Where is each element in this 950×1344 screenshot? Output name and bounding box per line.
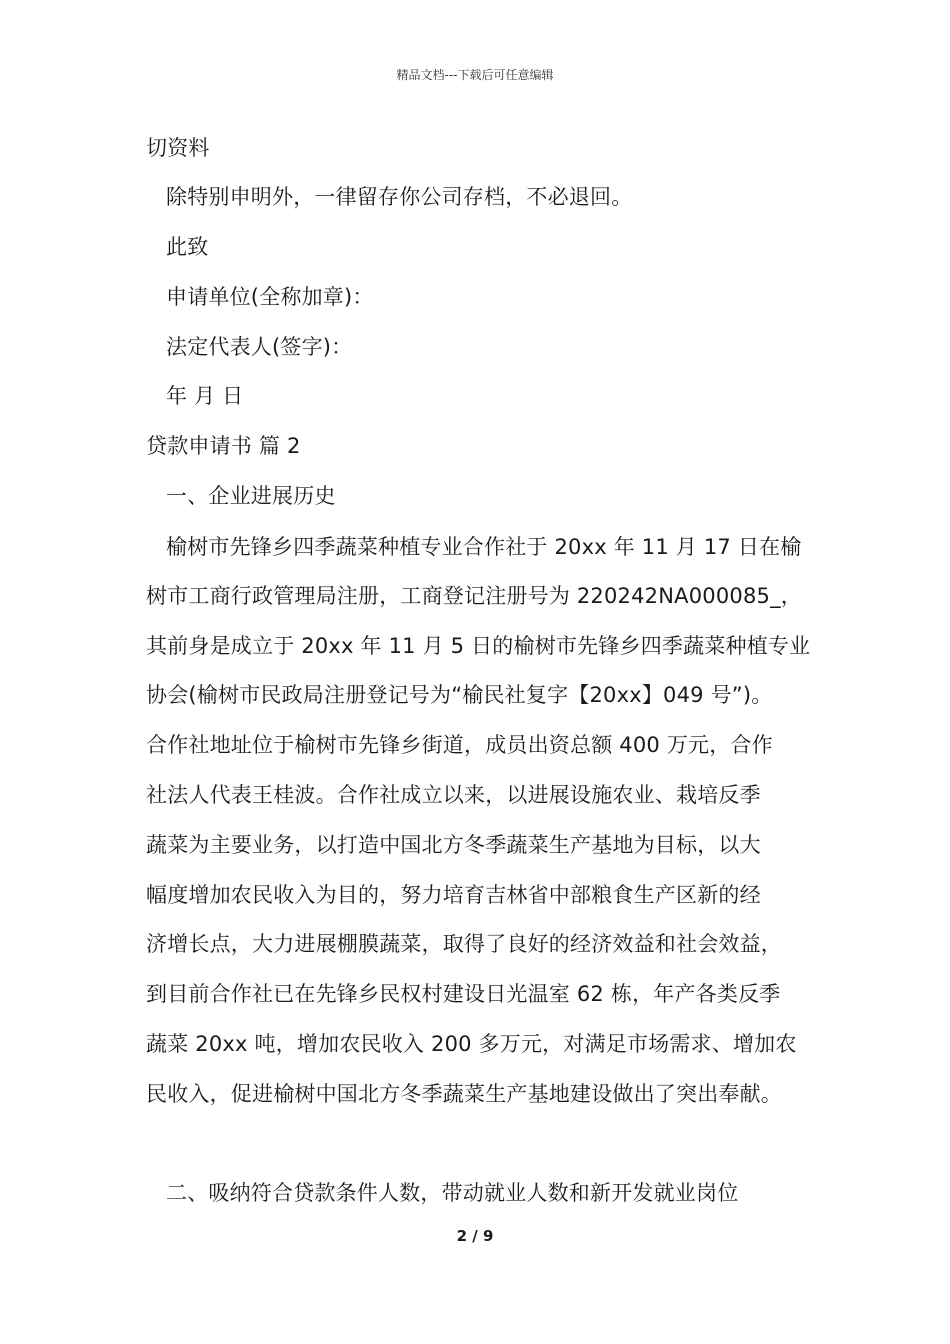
section-heading: 一、企业进展历史 [166,484,336,508]
page-header: 精品文档---下载后可任意编辑 [396,68,554,82]
body-line: 除特别申明外，一律留存你公司存档，不必退回。 [166,185,633,209]
body-line: 树市工商行政管理局注册，工商登记注册号为 220242NA000085_， [146,584,802,608]
body-line: 民收入，促进榆树中国北方冬季蔬菜生产基地建设做出了突出奉献。 [146,1082,782,1106]
body-line: 榆树市先锋乡四季蔬菜种植专业合作社于 20xx 年 11 月 17 日在榆 [166,535,802,559]
body-line: 社法人代表王桂波。合作社成立以来，以进展设施农业、栽培反季 [146,783,761,807]
body-line: 蔬菜 20xx 吨，增加农民收入 200 多万元，对满足市场需求、增加农 [146,1032,797,1056]
body-line: 蔬菜为主要业务，以打造中国北方冬季蔬菜生产基地为目标，以大 [146,833,761,857]
body-line: 到目前合作社已在先锋乡民权村建设日光温室 62 栋，年产各类反季 [146,982,781,1006]
page-number: 2 / 9 [456,1227,494,1245]
body-line: 协会(榆树市民政局注册登记号为“榆民社复字【20xx】049 号”)。 [146,683,773,707]
body-line: 此致 [166,235,209,259]
body-line: 切资料 [146,136,210,160]
body-line: 法定代表人(签字)： [166,335,353,359]
date-line: 年 月 日 [166,384,244,408]
section-title: 贷款申请书 篇 2 [146,434,301,458]
body-line: 济增长点，大力进展棚膜蔬菜，取得了良好的经济效益和社会效益， [146,932,782,956]
body-line: 其前身是成立于 20xx 年 11 月 5 日的榆树市先锋乡四季蔬菜种植专业 [146,634,811,658]
body-line: 幅度增加农民收入为目的，努力培育吉林省中部粮食生产区新的经 [146,883,761,907]
body-line: 申请单位(全称加章)： [166,285,374,309]
section-heading: 二、吸纳符合贷款条件人数，带动就业人数和新开发就业岗位 [166,1181,739,1205]
body-line: 合作社地址位于榆树市先锋乡街道，成员出资总额 400 万元，合作 [146,733,773,757]
